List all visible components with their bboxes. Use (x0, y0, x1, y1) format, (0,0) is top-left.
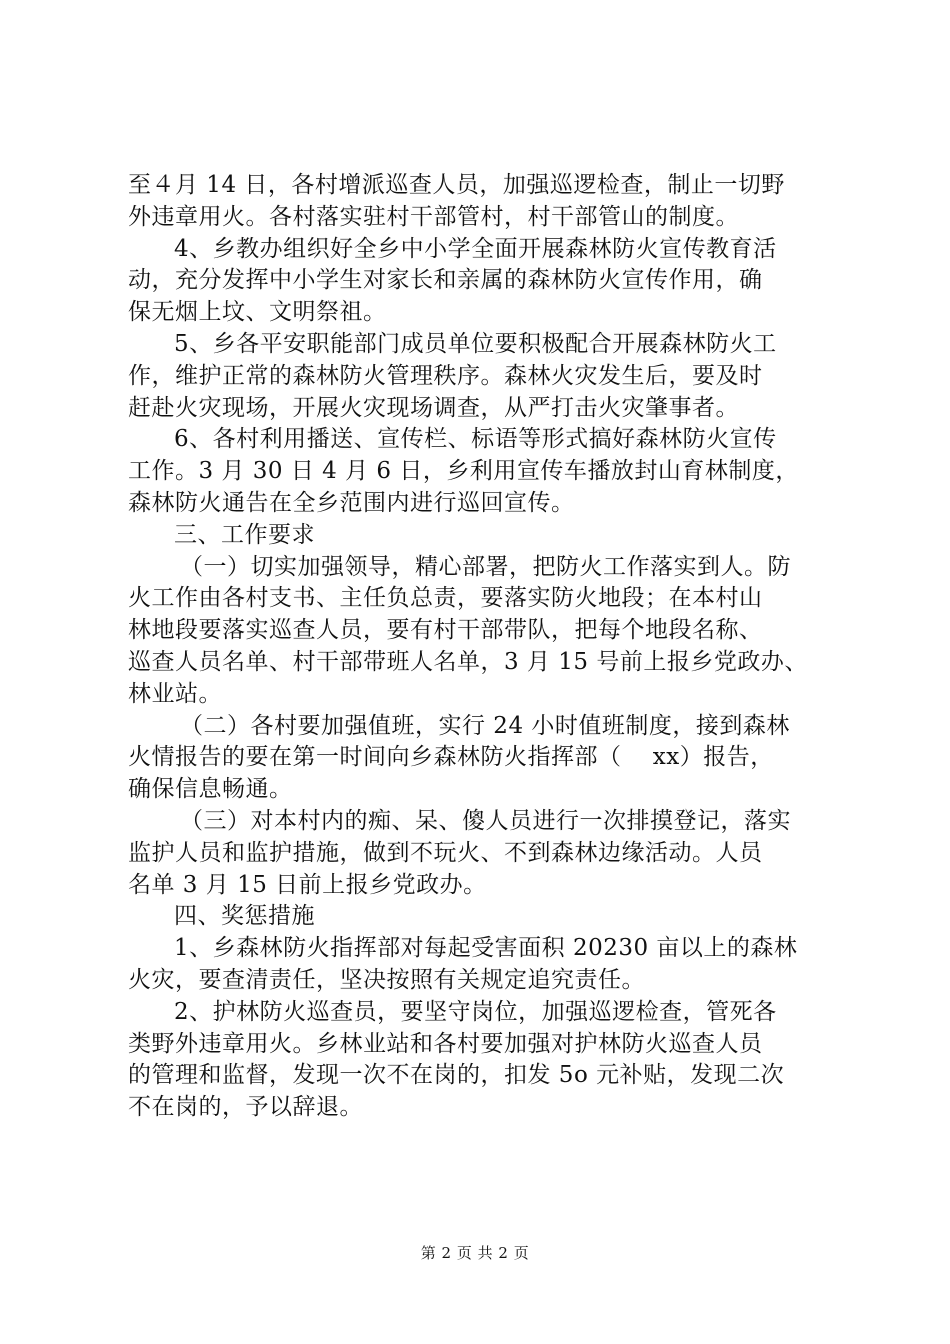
page-number: 第 2 页 共 2 页 (420, 1244, 530, 1262)
paragraph-6-line: 6、各村利用播送、宣传栏、标语等形式搞好森林防火宣传 (174, 426, 777, 453)
paragraph-req-2-line: （二）各村要加强值班，实行 24 小时值班制度，接到森林 (180, 712, 790, 739)
body-line: 外违章用火。各村落实驻村干部管村，村干部管山的制度。 (128, 203, 739, 230)
body-line: 火工作由各村支书、主任负总责，要落实防火地段；在本村山 (128, 585, 763, 612)
paragraph-req-1-line: （一）切实加强领导，精心部署，把防火工作落实到人。防 (180, 553, 791, 580)
body-line: 监护人员和监护措施，做到不玩火、不到森林边缘活动。人员 (128, 839, 763, 866)
paragraph-5-line: 5、乡各平安职能部门成员单位要积极配合开展森林防火工 (174, 330, 777, 357)
body-line: 至４月 14 日，各村增派巡查人员，加强巡逻检查，制止一切野 (128, 172, 785, 198)
section-heading-rewards-penalties: 四、奖惩措施 (174, 903, 315, 930)
body-line: 确保信息畅通。 (128, 776, 293, 803)
body-line: 名单 3 月 15 日前上报乡党政办。 (128, 871, 487, 898)
body-line: 赶赴火灾现场，开展火灾现场调查，从严打击火灾肇事者。 (128, 394, 739, 421)
body-line: 工作。3 月 30 日 4 月 6 日，乡利用宣传车播放封山育林制度， (128, 458, 799, 485)
paragraph-req-3-line: （三）对本村内的痴、呆、傻人员进行一次排摸登记，落实 (180, 807, 791, 834)
body-line: 的管理和监督，发现一次不在岗的，扣发 5o 元补贴，发现二次 (128, 1062, 785, 1089)
body-line: 森林防火通告在全乡范围内进行巡回宣传。 (128, 489, 575, 516)
body-line: 巡查人员名单、村干部带班人名单，3 月 15 号前上报乡党政办、 (128, 648, 808, 675)
body-line: 不在岗的，予以辞退。 (128, 1094, 363, 1121)
body-line: 火灾，要查清责任，坚决按照有关规定追究责任。 (128, 966, 645, 993)
paragraph-rp-1-line: 1、乡森林防火指挥部对每起受害面积 20230 亩以上的森林 (174, 935, 798, 962)
body-line: 作，维护正常的森林防火管理秩序。森林火灾发生后，要及时 (128, 362, 763, 389)
body-line: 林业站。 (128, 680, 222, 707)
document-body (128, 170, 828, 1124)
body-line: 保无烟上坟、文明祭祖。 (128, 299, 387, 326)
page-footer (0, 1243, 950, 1263)
section-heading-work-requirements: 三、工作要求 (174, 521, 315, 548)
paragraph-4-line: 4、乡教办组织好全乡中小学全面开展森林防火宣传教育活 (174, 235, 777, 262)
paragraph-rp-2-line: 2、护林防火巡查员，要坚守岗位，加强巡逻检查，管死各 (174, 998, 777, 1025)
body-line: 类野外违章用火。乡林业站和各村要加强对护林防火巡查人员 (128, 1030, 763, 1057)
body-line: 火情报告的要在第一时间向乡森林防火指挥部（ xx）报告， (128, 744, 774, 771)
body-line: 动，充分发挥中小学生对家长和亲属的森林防火宣传作用，确 (128, 267, 763, 294)
body-line: 林地段要落实巡查人员，要有村干部带队，把每个地段名称、 (128, 617, 763, 644)
